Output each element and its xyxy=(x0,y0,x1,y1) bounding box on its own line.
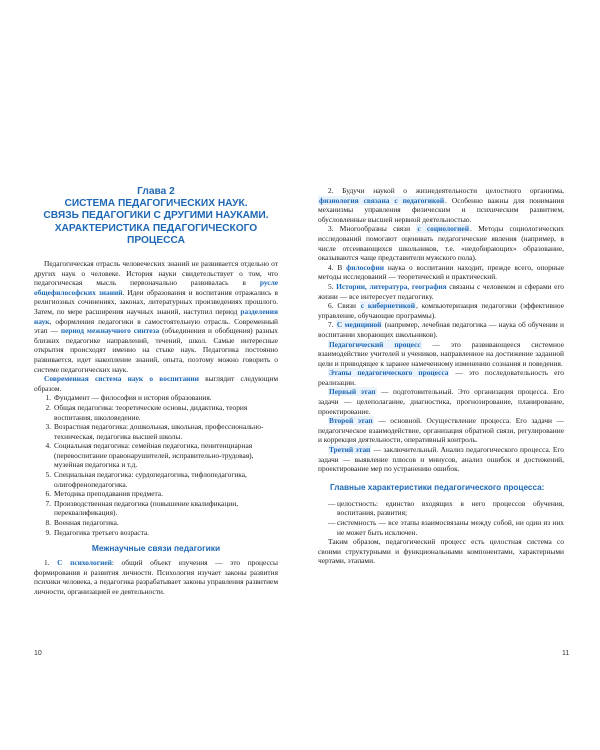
highlight-term: физиология связана с педагогикой xyxy=(319,195,445,205)
list-item: 6. Методика преподавания предмета. xyxy=(45,489,163,499)
cybernetics-paragraph: 6. Связи с кибернетикой, компьютеризация педагогики (эффективное управление, обучающие программы). xyxy=(318,301,564,320)
psychology-paragraph: 1. С психологией: общий объект изучения — это процессы формирования и развития личности. Психология изучает законы развития психики человека, а педагогика разрабатывает законы управления развитием личности, организацией ее деятельности. xyxy=(34,558,279,597)
list-item: 3. Возрастная педагогика: дошкольная, школьная, профессионально-техническая, педагогика высшей школы. xyxy=(45,422,264,441)
highlight-term: С психологией xyxy=(57,558,112,568)
sociology-paragraph: 3. Многообразны связи с социологией. Методы социологических исследований помогают оценивать педагогические явления (например, в числе отсеивающихся школьников, т.е. «недобирающих» образование, оказываются чаще представители мужского пола). xyxy=(318,224,564,263)
highlight-term: разделения наук xyxy=(34,306,278,326)
highlight-term: Первый этап xyxy=(329,387,376,397)
section-heading: Главные характеристики педагогического процесса: xyxy=(330,482,545,492)
chapter-title-line: СВЯЗЬ ПЕДАГОГИКИ С ДРУГИМИ НАУКАМИ. xyxy=(43,210,269,222)
highlight-term: Истории, литература, география xyxy=(336,281,447,291)
chapter-title-line: СИСТЕМА ПЕДАГОГИЧЕСКИХ НАУК. xyxy=(64,198,248,210)
right-column xyxy=(318,186,564,566)
system-paragraph: Современная система наук о воспитании выглядит следующим образом. xyxy=(34,374,278,393)
medicine-paragraph: 7. С медициной (например, лечебная педагогика — наука об обучении и воспитании хворающих школьников). xyxy=(318,320,564,339)
history-paragraph: 5. Истории, литература, география связаны с человеком и сферами его жизни — все интересует педагогику. xyxy=(318,281,564,301)
highlight-term: период межнаучного синтеза xyxy=(60,326,160,336)
highlight-term: с кибернетикой xyxy=(360,301,415,311)
list-item: — целостность: единство входящих в него процессов обучения, воспитания, развития; xyxy=(328,498,564,518)
philosophy-paragraph: 4. В философии наука о воспитании находит, прежде всего, опорные методы исследований — теоретический и практический. xyxy=(318,262,565,282)
stages-definition: Этапы педагогического процесса — это последовательность его реализации. xyxy=(318,368,564,387)
list-item: 8. Военная педагогика. xyxy=(45,518,119,528)
chapter-title xyxy=(34,186,278,247)
highlight-term: С медициной xyxy=(336,320,382,330)
page-number: 10 xyxy=(34,650,42,657)
stage-one: Первый этап — подготовительный. Это организация процесса. Его задачи — целеполагание, диагностика, прогнозирование, планирование, проектирование. xyxy=(318,387,564,416)
conclusion-paragraph: Таким образом, педагогический процесс есть целостная система со своими структурными и функциональными компонентами, характерными чертами, этапами. xyxy=(318,537,564,566)
highlight-term: русле общефилософских знаний xyxy=(34,278,278,297)
list-item: 7. Производственная педагогика (повышение квалификации, переквалификация). xyxy=(45,498,239,518)
page-number: 11 xyxy=(562,650,570,657)
highlight-term: философии xyxy=(346,262,384,272)
list-item: 4. Социальная педагогика: семейная педагогика, пенитенциарная (перевоспитание правонарушителей, исправительно-трудовая), музейная педагогика и т.д. xyxy=(45,441,254,470)
stage-three: Третий этап — заключительный. Анализ педагогического процесса. Его задачи — выявление плюсов и минусов, анализ ошибок и достижений, проектирование мер по устранению ошибок. xyxy=(318,445,564,474)
list-item: 9. Педагогика третьего возраста. xyxy=(45,527,150,537)
left-column xyxy=(34,186,278,597)
list-item: — системность — все этапы взаимосвязаны между собой, ни один из них не может быть исключен. xyxy=(328,518,564,537)
list-item: 1. Фундамент — философия и история образования. xyxy=(45,393,212,403)
process-definition: Педагогический процесс — это развивающееся системное взаимодействие учителей и учеников, направленное на достижение заданной цели и приводящее к заранее намеченному изменению сознания и поведения. xyxy=(318,339,565,368)
physiology-paragraph: 2. Будучи наукой о жизнедеятельности целостного организма, физиология связана с педагогикой. Особенно важны для понимания механизмы управления физическим и психическим развитием, обусловленные высшей нервной деятельностью. xyxy=(318,186,564,224)
highlight-term: Современная система наук о воспитании xyxy=(44,374,199,384)
highlight-term: Этапы педагогического процесса xyxy=(329,368,449,378)
list-item: 5. Специальная педагогика: сурдопедагогика, тифлопедагогика, олигофренопедагогика. xyxy=(45,470,247,489)
stage-two: Второй этап — основной. Осуществление процесса. Его задачи — педагогическое взаимодействие, организация обратной связи, регулирование и коррекция деятельности, оперативный контроль. xyxy=(318,416,564,445)
intro-paragraph: Педагогическая отрасль человеческих знаний не развивается отдельно от других наук о человеке. История науки свидетельствует о том, что педагогическая мысль первоначально развивалась в русле общефилософских знаний. Идеи образования и воспитания отражались в религиозных сочинениях, законах, литературных произведениях прошлого. Затем, по мере расширения научных знаний, наступил период разделения наук, оформления педагогики в самостоятельную отрасль. Современный этап — период межнаучного синтеза (объединения и обобщения) разных близких педагогике направлений, течений, школ. Самые интересные открытия происходят именно на стыке наук. Педагогика постоянно развивается, идет накопление знаний, опыта, поэтому можно говорить о системе педагогических наук. xyxy=(34,259,279,374)
list-item: 2. Общая педагогика: теоретические основы, дидактика, теория воспитания, школоведение. xyxy=(45,402,248,422)
chapter-number: Глава 2 xyxy=(137,186,175,197)
highlight-term: Педагогический процесс xyxy=(329,339,421,349)
chapter-title-line: ПРОЦЕССА xyxy=(127,234,185,246)
chapter-title-line: ХАРАКТЕРИСТИКА ПЕДАГОГИЧЕСКОГО xyxy=(54,222,258,234)
sciences-list xyxy=(34,393,278,537)
highlight-term: Третий этап xyxy=(329,445,371,455)
section-heading: Межнаучные связи педагогики xyxy=(91,543,221,554)
highlight-term: Второй этап xyxy=(329,416,373,426)
highlight-term: с социологией xyxy=(417,224,469,234)
